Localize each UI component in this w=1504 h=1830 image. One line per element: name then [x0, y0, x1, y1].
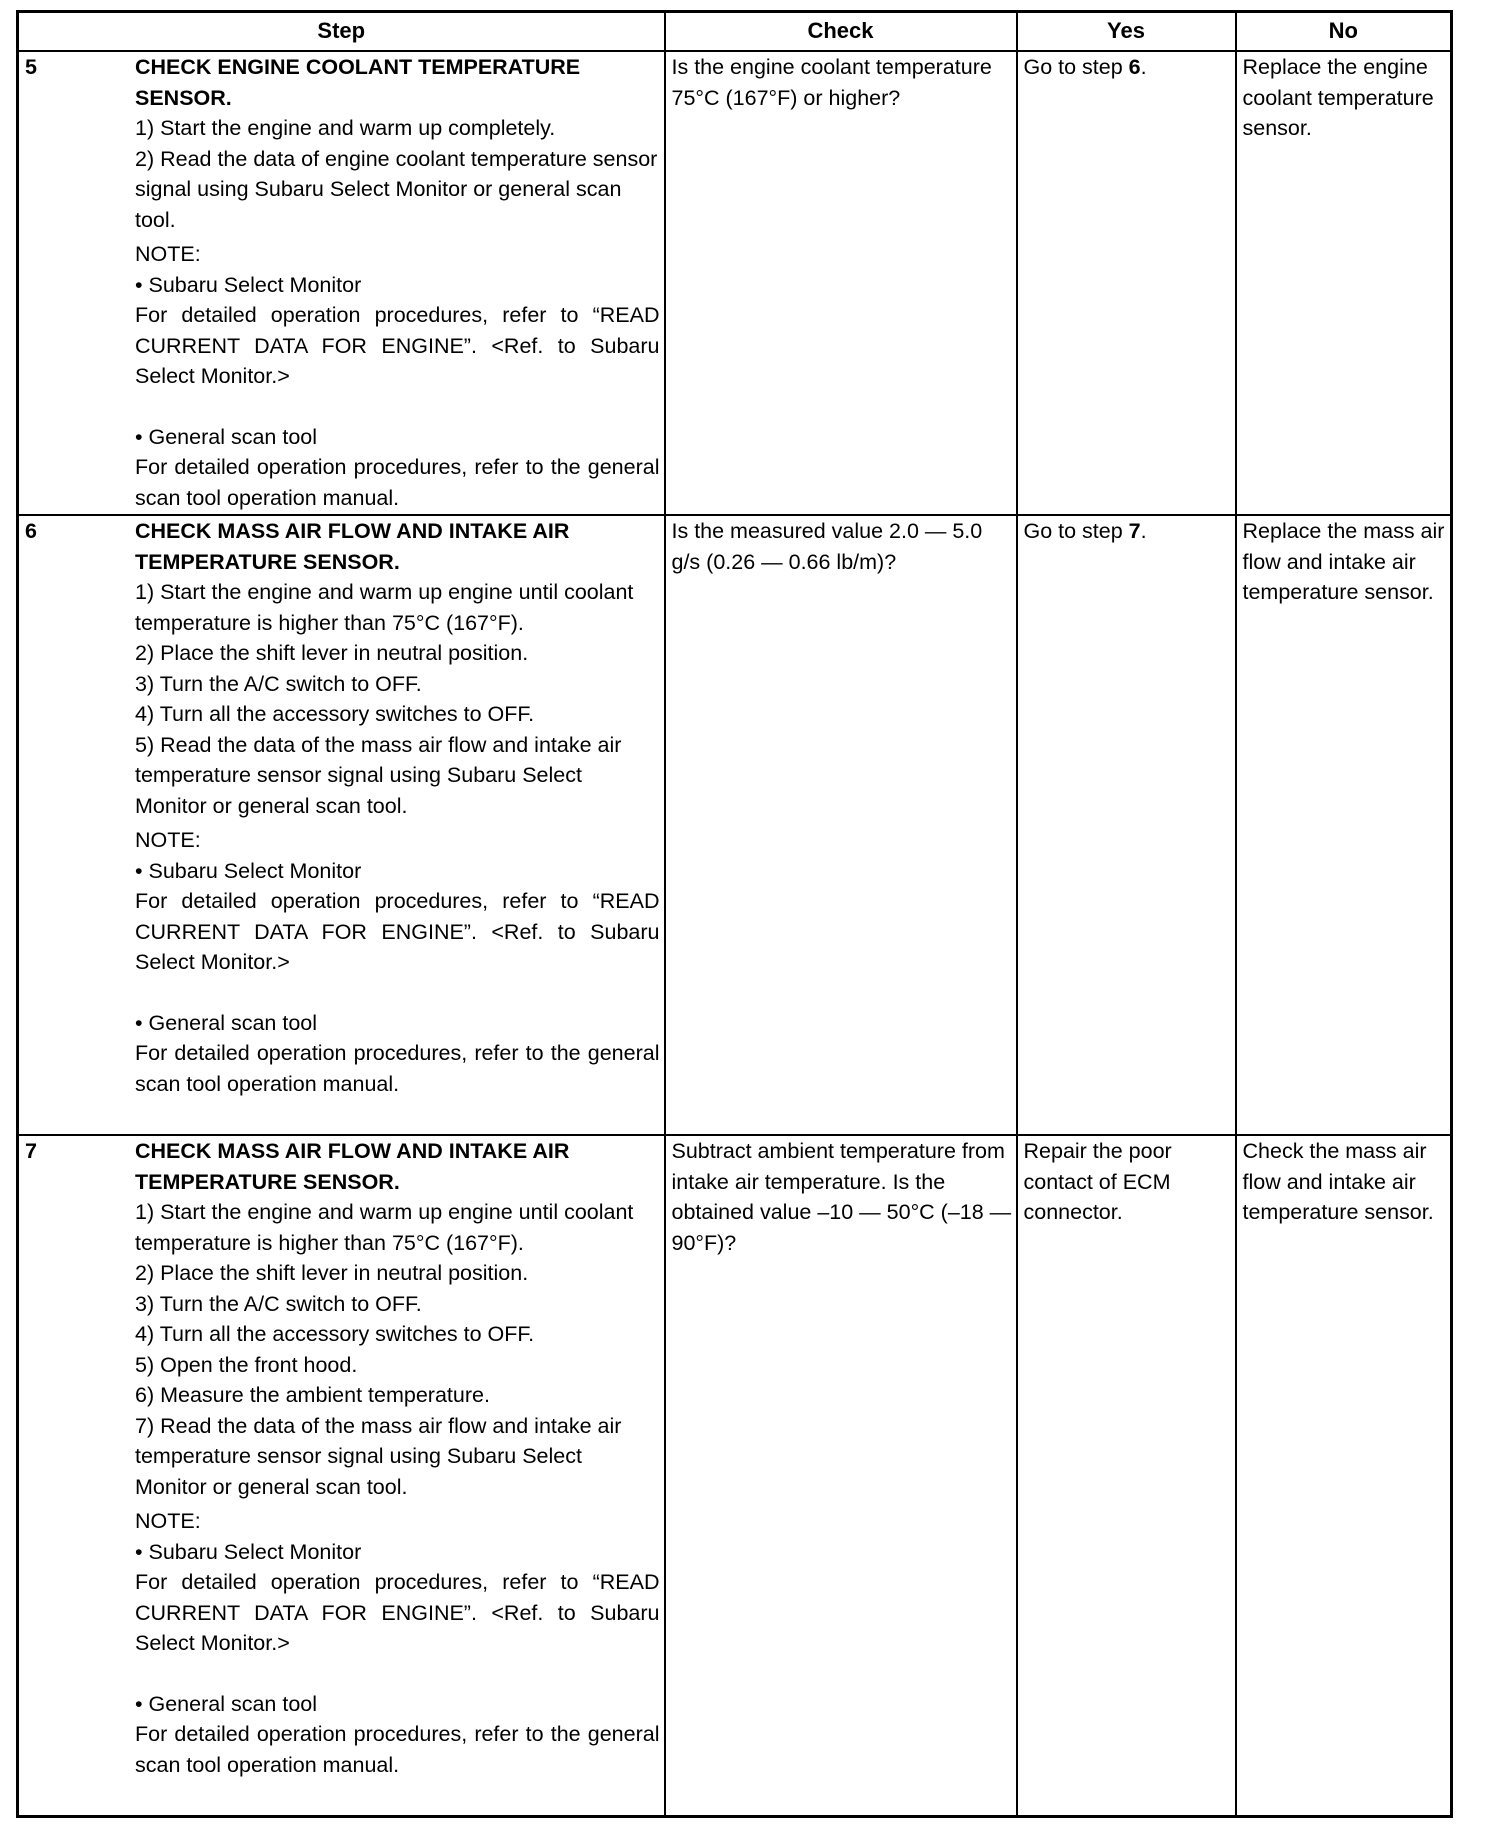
step-instruction: 7) Read the data of the mass air flow and intake air temperature sensor signal using Subaru Select Monitor or general scan tool. [135, 1413, 622, 1499]
note-ssm-text: For detailed operation procedures, refer to “READ CURRENT DATA FOR ENGINE”. <Ref. to Subaru Select Monitor.> [135, 1570, 660, 1655]
step-instruction: 4) Turn all the accessory switches to OFF. [135, 702, 535, 726]
yes-step-ref: 6 [1128, 55, 1141, 79]
note-bullet-ssm: • Subaru Select Monitor [135, 858, 362, 883]
step-number: 5 [25, 55, 37, 79]
step-cell [18, 1135, 665, 1817]
step-instruction: 6) Measure the ambient temperature. [135, 1383, 490, 1407]
header-step: Step [18, 12, 665, 52]
note-ssm-text: For detailed operation procedures, refer to “READ CURRENT DATA FOR ENGINE”. <Ref. to Subaru Select Monitor.> [135, 303, 660, 388]
note-bullet-gst: • General scan tool [135, 1010, 318, 1035]
diagnostic-table [16, 10, 1453, 1818]
yes-prefix: Go to step [1023, 519, 1129, 543]
step-instruction: 2) Place the shift lever in neutral position. [135, 641, 529, 665]
step-number: 6 [25, 519, 37, 543]
note-gst-text: For detailed operation procedures, refer to the general scan tool operation manual. [135, 1722, 660, 1777]
step-instruction: 4) Turn all the accessory switches to OFF. [135, 1322, 535, 1346]
step-title: CHECK ENGINE COOLANT TEMPERATURE SENSOR. [135, 55, 581, 110]
note-label: NOTE: [135, 242, 201, 266]
step-number: 7 [25, 1139, 37, 1163]
note-bullet-gst: • General scan tool [135, 424, 318, 449]
yes-cell: Repair the poor contact of ECM connector. [1017, 1135, 1236, 1817]
step-instruction: 1) Start the engine and warm up completely. [135, 116, 556, 140]
step-instruction: 3) Turn the A/C switch to OFF. [135, 671, 422, 696]
step-instruction: 5) Read the data of the mass air flow and intake air temperature sensor signal using Subaru Select Monitor or general scan tool. [135, 732, 622, 818]
header-yes: Yes [1017, 12, 1236, 52]
yes-cell [1017, 515, 1236, 1135]
header-no: No [1236, 12, 1452, 52]
note-bullet-ssm: • Subaru Select Monitor [135, 272, 362, 297]
yes-prefix: Go to step [1023, 55, 1129, 79]
step-instruction: 5) Open the front hood. [135, 1352, 358, 1377]
header-row [18, 12, 1452, 52]
note-label: NOTE: [135, 1509, 201, 1533]
note-bullet-ssm: • Subaru Select Monitor [135, 1539, 362, 1564]
check-cell: Is the measured value 2.0 — 5.0 g/s (0.26 — 0.66 lb/m)? [665, 515, 1017, 1135]
note-label: NOTE: [135, 828, 201, 852]
step-title: CHECK MASS AIR FLOW AND INTAKE AIR TEMPERATURE SENSOR. [135, 1139, 570, 1194]
note-gst-text: For detailed operation procedures, refer to the general scan tool operation manual. [135, 455, 660, 510]
step-instruction: 2) Read the data of engine coolant temperature sensor signal using Subaru Select Monitor or general scan tool. [135, 146, 658, 232]
step-instruction: 3) Turn the A/C switch to OFF. [135, 1291, 422, 1316]
yes-cell [1017, 51, 1236, 515]
header-check: Check [665, 12, 1017, 52]
yes-suffix: . [1140, 55, 1147, 79]
step-instruction: 1) Start the engine and warm up engine until coolant temperature is higher than 75°C (167°F). [135, 1200, 634, 1255]
note-gst-text: For detailed operation procedures, refer to the general scan tool operation manual. [135, 1041, 660, 1096]
no-cell: Replace the engine coolant temperature sensor. [1236, 51, 1452, 515]
check-cell: Is the engine coolant temperature 75°C (167°F) or higher? [665, 51, 1017, 515]
table-row [18, 51, 1452, 515]
table-row [18, 515, 1452, 1135]
table-row [18, 1135, 1452, 1817]
step-title: CHECK MASS AIR FLOW AND INTAKE AIR TEMPERATURE SENSOR. [135, 519, 570, 574]
step-cell [18, 515, 665, 1135]
note-ssm-text: For detailed operation procedures, refer to “READ CURRENT DATA FOR ENGINE”. <Ref. to Subaru Select Monitor.> [135, 889, 660, 974]
yes-step-ref: 7 [1128, 519, 1141, 543]
step-instruction: 1) Start the engine and warm up engine until coolant temperature is higher than 75°C (167°F). [135, 580, 634, 635]
no-cell: Check the mass air flow and intake air temperature sensor. [1236, 1135, 1452, 1817]
note-bullet-gst: • General scan tool [135, 1691, 318, 1716]
step-cell [18, 51, 665, 515]
yes-suffix: . [1140, 519, 1147, 543]
check-cell: Subtract ambient temperature from intake air temperature. Is the obtained value –10 — 50°C (–18 — 90°F)? [665, 1135, 1017, 1817]
step-instruction: 2) Place the shift lever in neutral position. [135, 1261, 529, 1285]
no-cell: Replace the mass air flow and intake air temperature sensor. [1236, 515, 1452, 1135]
